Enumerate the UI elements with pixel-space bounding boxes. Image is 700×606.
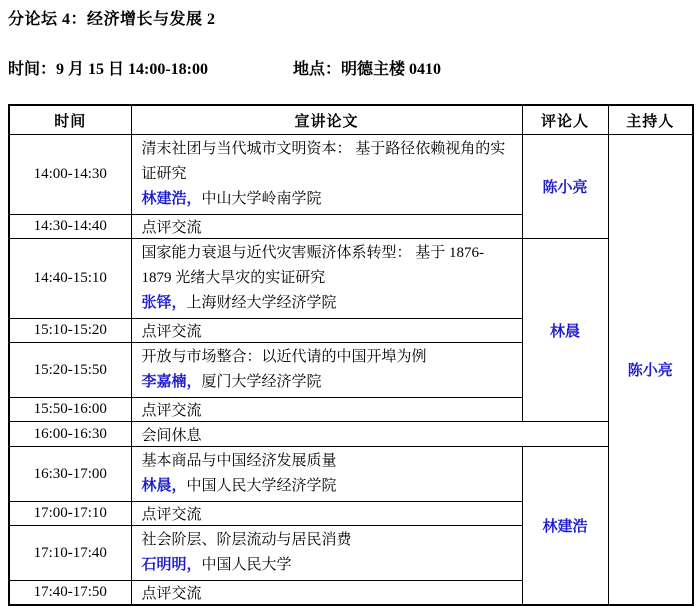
table-row bbox=[9, 135, 693, 215]
time-cell: 15:10-15:20 bbox=[9, 319, 131, 343]
col-header-chair: 主持人 bbox=[608, 105, 693, 135]
time-cell: 15:50-16:00 bbox=[9, 398, 131, 422]
schedule-table bbox=[8, 104, 694, 606]
activity-cell: 点评交流 bbox=[131, 398, 522, 422]
presenter-affiliation: 厦门大学经济学院 bbox=[201, 374, 322, 390]
presenter-affiliation: 中国人民大学 bbox=[201, 557, 292, 573]
reviewer-cell bbox=[522, 447, 608, 605]
paper-title: 社会阶层、阶层流动与居民消费 bbox=[141, 532, 352, 548]
time-cell: 14:40-15:10 bbox=[9, 239, 131, 319]
reviewer-name: 林晨 bbox=[549, 323, 580, 340]
paper-byline bbox=[142, 291, 512, 316]
activity-cell: 点评交流 bbox=[131, 319, 522, 343]
paper-cell bbox=[131, 447, 522, 502]
activity-cell: 点评交流 bbox=[131, 581, 522, 605]
presenter-name: 李嘉楠， bbox=[141, 374, 202, 390]
presenter-name: 林建浩， bbox=[141, 191, 202, 207]
time-cell: 16:00-16:30 bbox=[9, 422, 131, 447]
time-cell: 17:40-17:50 bbox=[9, 581, 131, 605]
paper-title: 国家能力衰退与近代灾害赈济体系转型： 基于 1876-1879 光绪大旱灾的实证研究 bbox=[141, 245, 484, 286]
time-cell: 14:00-14:30 bbox=[9, 135, 131, 215]
session-info bbox=[8, 60, 692, 80]
session-location: 地点：明德主楼 0410 bbox=[293, 61, 442, 78]
paper-cell bbox=[131, 239, 522, 319]
paper-title: 开放与市场整合：以近代请的中国开埠为例 bbox=[141, 349, 427, 365]
reviewer-cell bbox=[522, 135, 608, 239]
page-title: 分论坛 4：经济增长与发展 2 bbox=[8, 11, 216, 28]
activity-cell: 点评交流 bbox=[131, 502, 522, 526]
time-cell: 16:30-17:00 bbox=[9, 447, 131, 502]
paper-byline bbox=[142, 553, 512, 578]
reviewer-name: 陈小亮 bbox=[542, 180, 588, 196]
presenter-affiliation: 上海财经大学经济学院 bbox=[186, 295, 337, 311]
presenter-name: 林晨， bbox=[141, 478, 187, 494]
activity-cell: 点评交流 bbox=[131, 215, 522, 239]
time-cell: 17:00-17:10 bbox=[9, 502, 131, 526]
paper-title: 清末社团与当代城市文明资本： 基于路径依赖视角的实证研究 bbox=[141, 141, 506, 182]
table-row bbox=[9, 422, 693, 447]
paper-byline bbox=[142, 474, 512, 499]
break-cell: 会间休息 bbox=[131, 422, 608, 447]
table-row bbox=[9, 447, 693, 502]
table-row bbox=[9, 239, 693, 319]
reviewer-name: 林建浩 bbox=[542, 518, 588, 535]
paper-cell bbox=[131, 135, 522, 215]
paper-byline bbox=[142, 370, 512, 395]
time-cell: 14:30-14:40 bbox=[9, 215, 131, 239]
presenter-name: 张铎， bbox=[141, 295, 187, 311]
paper-cell bbox=[131, 526, 522, 581]
chair-name: 陈小亮 bbox=[627, 362, 673, 379]
paper-cell bbox=[131, 343, 522, 398]
time-cell: 17:10-17:40 bbox=[9, 526, 131, 581]
paper-title: 基本商品与中国经济发展质量 bbox=[141, 453, 337, 469]
paper-byline bbox=[142, 187, 512, 212]
presenter-affiliation: 中山大学岭南学院 bbox=[201, 191, 322, 207]
header-row bbox=[9, 105, 693, 135]
col-header-reviewer: 评论人 bbox=[522, 105, 608, 135]
col-header-paper: 宣讲论文 bbox=[131, 105, 522, 135]
col-header-time: 时间 bbox=[9, 105, 131, 135]
session-time: 时间：9 月 15 日 14:00-18:00 bbox=[8, 61, 208, 78]
reviewer-cell bbox=[522, 239, 608, 422]
chair-cell bbox=[608, 135, 693, 605]
time-cell: 15:20-15:50 bbox=[9, 343, 131, 398]
presenter-affiliation: 中国人民大学经济学院 bbox=[186, 478, 337, 494]
presenter-name: 石明明， bbox=[141, 557, 202, 573]
